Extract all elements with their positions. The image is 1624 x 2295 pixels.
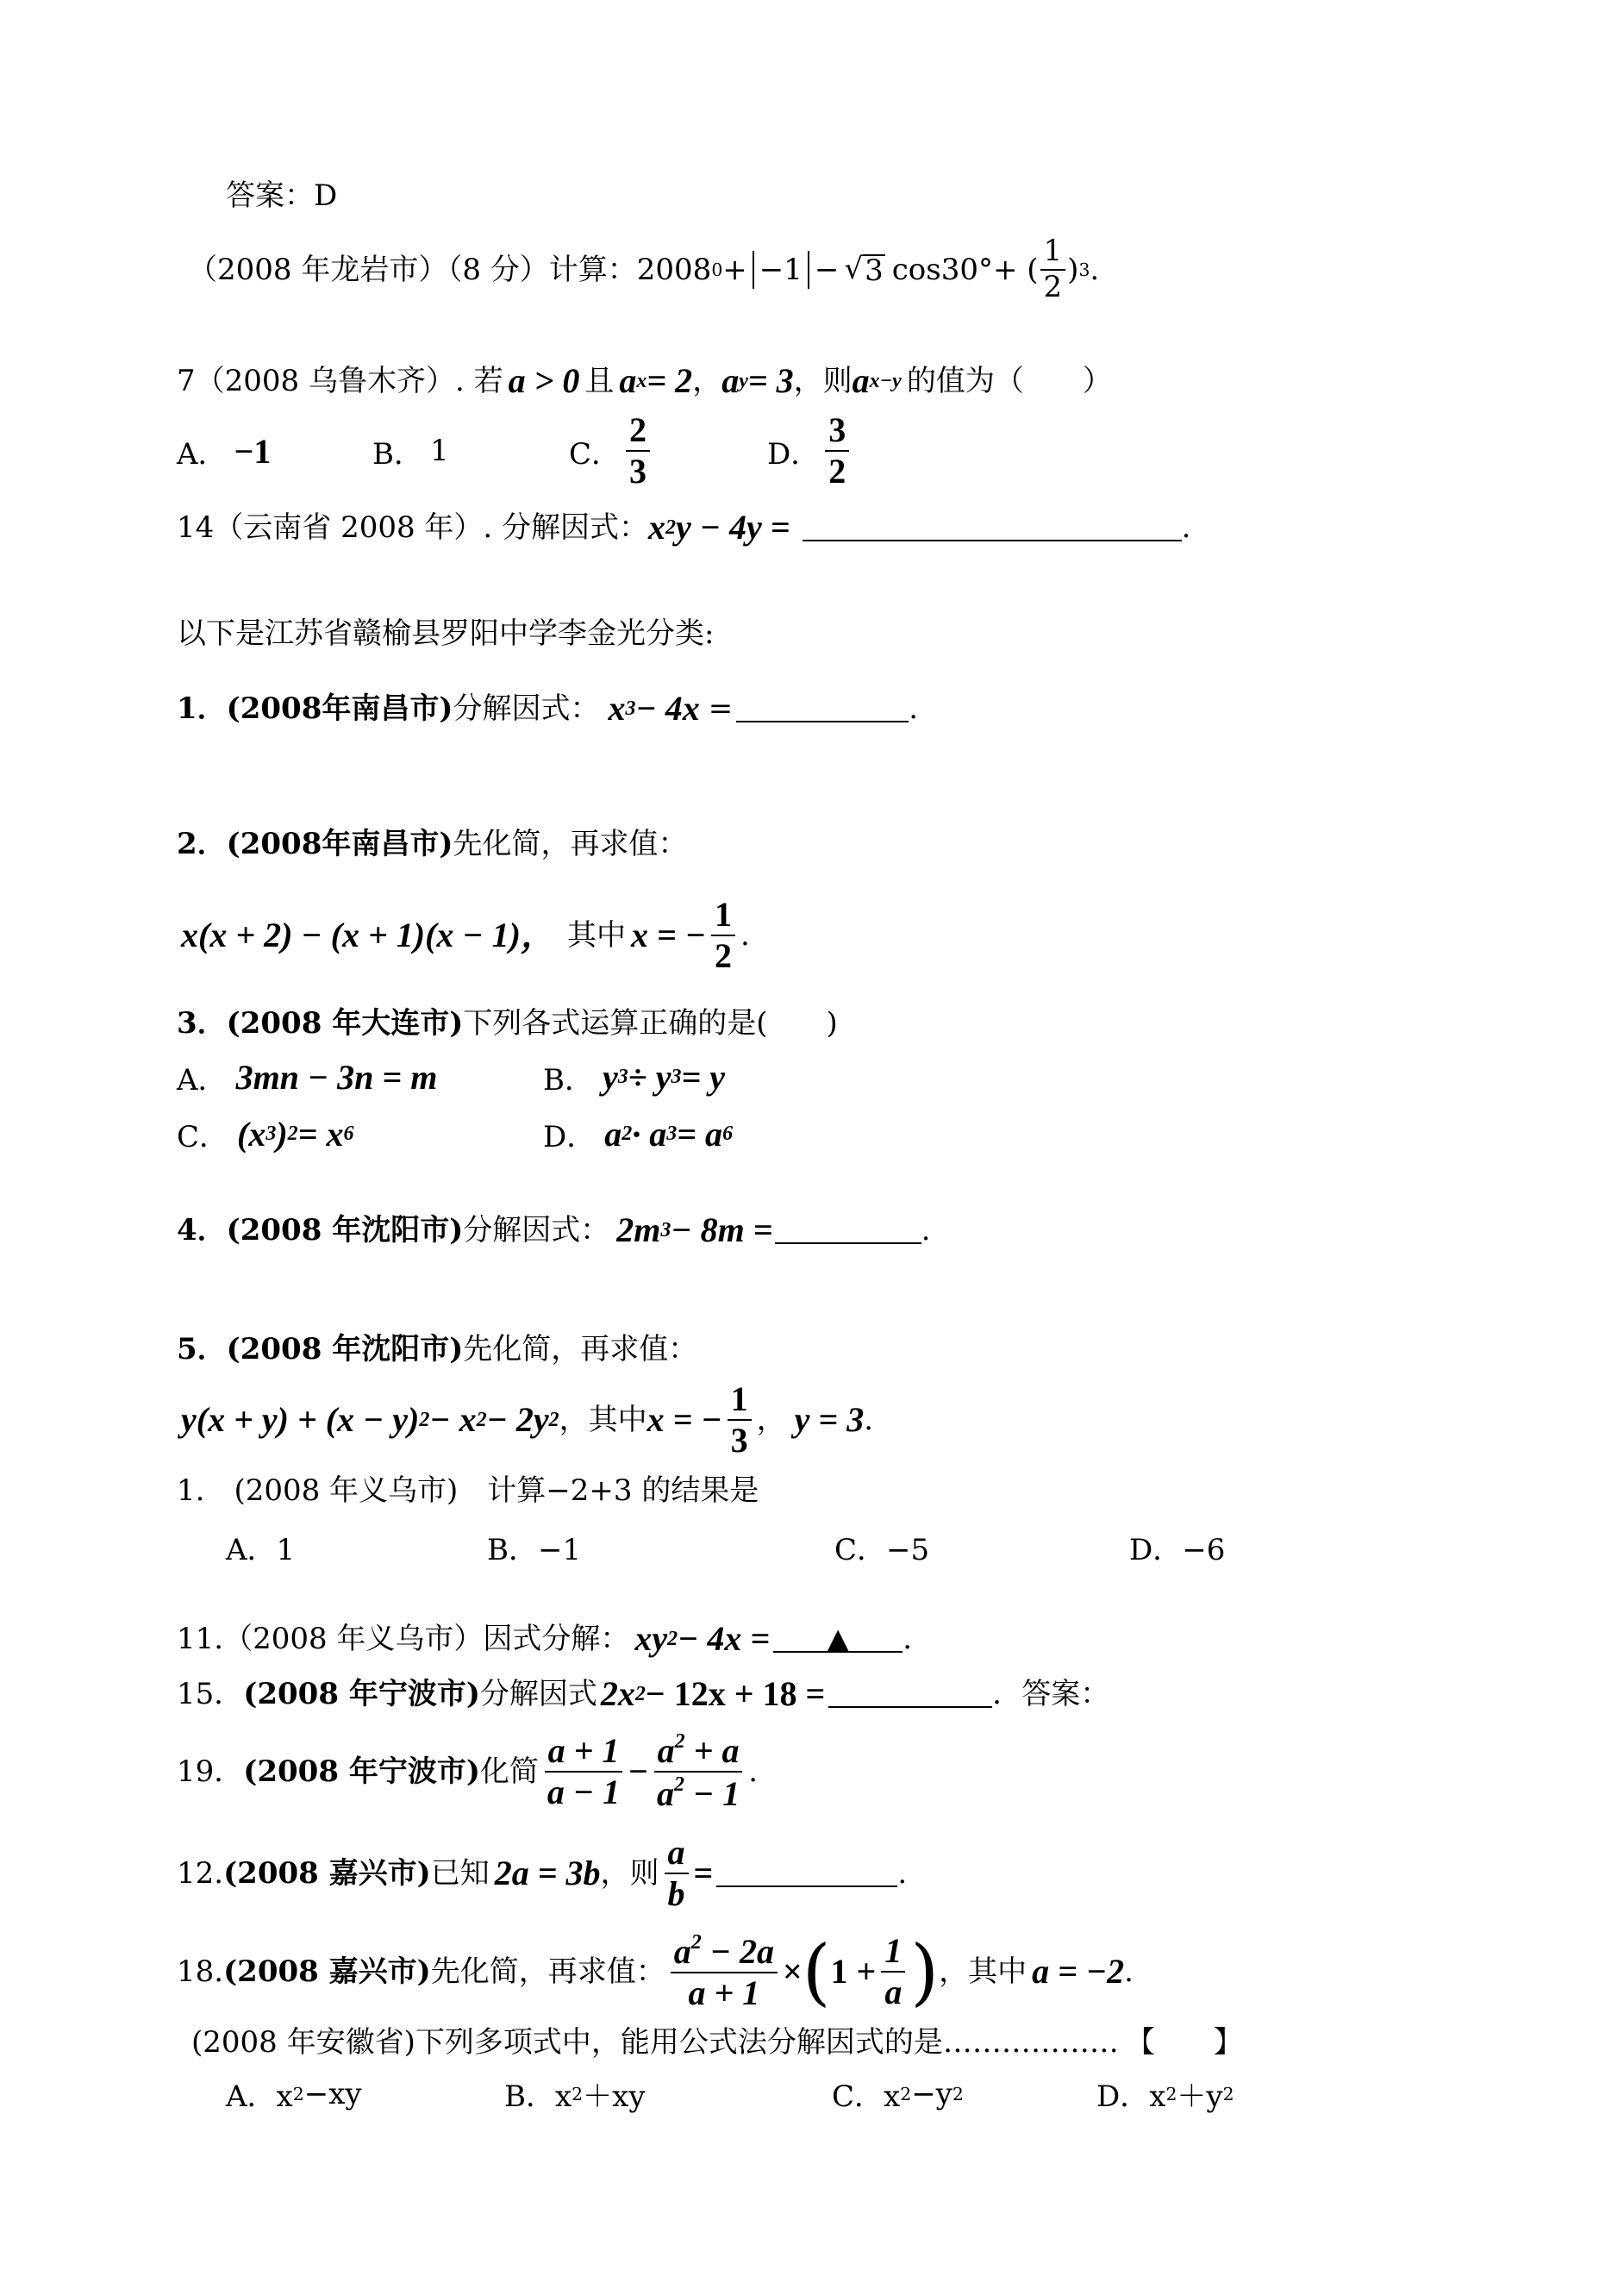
ningbo19-den2-sup: 2 [673,1773,684,1796]
q7-cond2: a [619,361,637,400]
ningbo15-expr: 2x [600,1674,635,1713]
p3-d-sup1: 2 [621,1122,633,1145]
ningbo19-den1: a − 1 [547,1773,621,1811]
p2-frac-den: 2 [715,936,733,975]
longyan-end: . [1090,253,1100,287]
p3-a-val: 3mn − 3n = m [235,1057,438,1097]
longyan-minus: − [814,253,840,287]
yiwu1-option-c [834,1526,929,1568]
jiaxing12-label: (2008 嘉兴市) [223,1856,431,1891]
p2-expr: x(x + 2) − (x + 1)(x − 1)， [181,916,555,954]
p1-label: 1．(2008年南昌市) [177,691,453,726]
q7-sep: ， [692,364,722,398]
sqrt-icon: √ 3 [844,252,884,288]
p5-frac-den: 3 [730,1421,748,1460]
anhui-a-rest: −xy [303,2076,362,2111]
q14-answer-blank [803,514,1182,541]
anhui-a: A．x [226,2079,293,2114]
p1-expr-sup: 3 [625,697,636,720]
p3-d-label: D． [543,1119,597,1154]
p3-d-val: a [604,1114,622,1154]
p5-end: . [864,1403,874,1437]
answer-text: 答案：D [226,178,338,213]
ningbo19-den2-base: a [656,1773,674,1813]
p3-d-mid: · a [632,1114,667,1154]
longyan-sqrt-radicand: 3 [865,253,884,288]
q7-suffix: 的值为（ ） [906,364,1112,398]
p3-b-op: ÷ y [628,1057,671,1097]
p3-b-sup2: 3 [671,1065,682,1088]
jiaxing18-text: 先化简，再求值： [430,1954,665,1989]
p4-text: 分解因式： [463,1213,610,1248]
jiaxing18-num [671,1932,778,1973]
q7-expr: a [852,361,870,400]
problem-2-stem [177,829,687,859]
p3-option-a [177,1055,437,1098]
ningbo15-expr-sup: 2 [634,1683,646,1705]
q7-option-d [767,403,854,498]
anhui-option-b [504,2073,646,2115]
p1-end: . [909,691,919,726]
jiaxing12-end: . [897,1856,908,1891]
ningbo19-frac1 [544,1733,623,1810]
yiwu11-expr: xy [634,1619,668,1658]
p4-end: . [921,1213,931,1248]
left-paren-icon: ( [802,1929,831,2014]
jiaxing12-eq: = [693,1854,714,1892]
anhui-dots: ……………… [942,2025,1119,2060]
p3-c-mid: ) [276,1114,288,1154]
jiaxing12-prefix: 12. [177,1856,224,1891]
yiwu1-c: C．−5 [834,1533,930,1567]
jiaxing12-num: a [665,1835,689,1874]
anhui-d-rest: ＋y [1177,2079,1223,2114]
p1-eq: = [708,691,734,726]
anhui-d: D．x [1096,2079,1166,2114]
q7-option-a [177,412,271,490]
ningbo19-num2-base: a [657,1731,675,1770]
p5-mid: − x [429,1400,477,1439]
q7-opt-b-label: B． [372,436,423,472]
q7-expr-sup: x−y [869,370,902,392]
q7-opt-c-label: C． [569,436,621,472]
longyan-frac-num: 1 [1040,236,1066,271]
jiaxing18-prefix: 18. [177,1954,224,1989]
jiaxing18-where: ，其中 [939,1954,1027,1989]
p3-option-d [543,1112,733,1155]
anhui-b: B．x [504,2079,572,2114]
q7-cond2-sup: x [636,370,647,392]
q7-cond3-val: = 3 [747,361,794,400]
q7-cond1: a > 0 [508,361,580,400]
longyan-cos: cos30°+ ( [891,253,1039,287]
p3-c-sup2: 2 [287,1122,298,1145]
p4-expr: 2m [616,1210,661,1249]
ningbo-15 [177,1673,1109,1716]
jiaxing18-num-base: a [673,1931,691,1971]
p1-expr-rest: − 4x [635,689,700,728]
problem-1 [177,688,918,729]
problem-5-expr [181,1373,873,1467]
p2-end: . [740,918,750,953]
p5-var: x = − [646,1400,722,1439]
ningbo19-end: . [748,1754,759,1789]
p5-label: 5．(2008 年沈阳市) [177,1332,464,1366]
ningbo19-den2 [653,1773,743,1812]
p3-b-base: y [603,1057,618,1097]
q14 [177,507,1190,548]
ningbo19-frac2 [653,1731,743,1812]
p5-var2: y = 3 [794,1400,865,1439]
longyan-close-paren: ) [1067,253,1079,287]
problem-5-stem [177,1332,698,1366]
p5-frac-num: 1 [728,1381,752,1421]
q14-expr-rest: y − 4y = [676,508,790,547]
q7-opt-a-label: A． [177,436,228,472]
yiwu11-expr-rest: − 4x = [678,1619,771,1658]
p4-expr-rest: − 8m = [671,1210,773,1249]
q7-mid2: ，则 [793,364,853,398]
p1-text: 分解因式： [453,691,600,726]
jiaxing12-text: 已知 [430,1856,490,1891]
jiaxing-12 [177,1826,907,1921]
longyan-zero-exp: 0 [711,259,723,280]
ningbo19-prefix: 19． [177,1754,244,1789]
p3-b-rest: = y [681,1057,726,1097]
ningbo15-answer-blank [828,1680,992,1708]
anhui-b-sup: 2 [572,2083,584,2104]
p5-where: ，其中 [559,1403,647,1437]
q7-opt-b-val: 1 [430,434,449,468]
ningbo19-num2-rest: + a [684,1731,740,1770]
anhui-c-sup2: 2 [952,2083,964,2104]
jiaxing18-var: a = −2 [1032,1952,1125,1991]
jiaxing18-den: a + 1 [688,1973,760,2012]
problem-2-expr [181,888,750,983]
p3-c-sup1: 3 [265,1122,277,1145]
anhui-c-sup: 2 [900,2083,912,2104]
p3-c-sup3: 6 [343,1122,354,1145]
anhui-option-d [1096,2073,1234,2115]
q14-expr-sup: 2 [665,516,677,539]
anhui-option-a [226,2073,362,2115]
p3-text: 下列各式运算正确的是( ) [463,1006,838,1041]
section-heading [177,616,715,651]
p4-answer-blank [775,1216,921,1244]
q7-option-b [372,412,449,490]
p5-frac [728,1381,752,1459]
anhui-c: C．x [832,2079,901,2114]
jiaxing18-num-sup: 2 [690,1931,702,1954]
ningbo15-end: ．答案： [992,1677,1110,1711]
p3-c-rest: = x [297,1114,344,1154]
jiaxing18-num-rest: − 2a [701,1931,774,1971]
p3-d-sup2: 3 [666,1122,678,1145]
p3-d-rest: = a [677,1114,723,1154]
p3-a-label: A． [177,1062,228,1097]
yiwu11-prefix: 11.（2008 年义乌市）因式分解： [177,1622,630,1656]
p2-frac-num: 1 [711,897,735,936]
jiaxing18-end: . [1124,1954,1134,1989]
p5-sup3: 2 [548,1409,559,1431]
q7-opt-c-frac [626,412,650,490]
p5-text: 先化简，再求值： [463,1332,698,1366]
yiwu1-b: B．−1 [487,1533,582,1567]
yiwu1-option-b [487,1526,581,1568]
problem-4 [177,1209,930,1252]
longyan-problem [188,231,1099,309]
ningbo19-den2-rest: − 1 [684,1773,740,1813]
p4-label: 4．(2008 年沈阳市) [177,1213,464,1248]
q14-prefix: 14（云南省 2008 年）. 分解因式： [177,510,649,545]
longyan-prefix: （2008 年龙岩市）（8 分）计算：2008 [188,253,712,287]
ningbo-19 [177,1724,758,1819]
anhui-a-sup: 2 [292,2083,304,2104]
jiaxing18-label: (2008 嘉兴市) [223,1954,431,1989]
yiwu1-d: D．−6 [1129,1533,1226,1567]
anhui-bracket: 【 】 [1125,2025,1243,2060]
jiaxing12-mid: ，则 [600,1856,659,1891]
p3-option-c [177,1112,353,1155]
jiaxing12-frac [665,1835,689,1912]
q7-cond3-sup: y [739,370,748,392]
q7-opt-c-num: 2 [626,412,650,452]
p3-b-sup: 3 [617,1065,628,1088]
jiaxing18-times: × [782,1952,803,1991]
ningbo19-num1: a + 1 [545,1733,623,1773]
longyan-fraction [1040,236,1066,303]
p3-option-b [543,1055,725,1098]
p2-text: 先化简，再求值： [453,827,688,861]
q7-prefix: 7（2008 乌鲁木齐）. 若 [177,364,503,398]
jiaxing18-inner-num: 1 [881,1933,905,1973]
q7-stem [177,360,1112,402]
yiwu11-end: . [903,1622,913,1656]
jiaxing12-answer-blank [716,1860,897,1887]
problem-3-stem [177,1006,838,1041]
q7-option-c [569,403,655,498]
longyan-abs [753,251,809,289]
jiaxing-18 [177,1921,1134,2023]
anhui-c-rest: −y [911,2076,953,2111]
answer-line [226,178,338,213]
p2-label: 2．(2008年南昌市) [177,827,453,861]
ningbo15-expr-rest: − 12x + 18 = [645,1674,826,1713]
p5-sep: ， [756,1403,786,1437]
jiaxing18-inner-den: a [884,1973,903,2011]
triangle-icon: ▲ [773,1625,903,1653]
ningbo19-text: 化简 [479,1754,539,1789]
longyan-abs-inner: −1 [759,253,803,287]
q7-opt-c-den: 3 [629,452,647,491]
yiwu1-option-a [226,1526,295,1568]
p3-c-label: C． [177,1119,229,1154]
q7-cond3: a [721,361,740,400]
longyan-plus: + [722,253,747,287]
p1-answer-blank [736,695,909,722]
p2-frac [711,897,735,974]
p1-expr: x [608,689,626,728]
yiwu11-expr-sup: 2 [667,1628,678,1650]
longyan-frac-den: 2 [1043,270,1063,304]
jiaxing12-expr: 2a = 3b [494,1854,601,1892]
p3-c-val: (x [237,1114,266,1154]
p5-sup1: 2 [419,1409,430,1431]
ningbo15-label: (2008 年宁波市) [243,1677,480,1711]
q7-opt-d-frac [825,412,849,490]
yiwu1-option-d [1129,1526,1225,1568]
anhui-option-c [832,2073,964,2115]
ningbo15-prefix: 15． [177,1677,244,1711]
section-heading-text: 以下是江苏省赣榆县罗阳中学李金光分类: [177,616,715,651]
q7-opt-d-den: 2 [828,452,846,491]
p4-expr-sup: 3 [660,1219,671,1241]
anhui-stem [191,2025,1243,2060]
p5-rest: − 2y [486,1400,549,1439]
anhui-d-sup2: 2 [1222,2083,1234,2104]
q14-expr: x [648,508,666,547]
longyan-cube-exp: 3 [1078,259,1090,280]
p5-expr: y(x + y) + (x − y) [181,1400,420,1439]
q7-mid1: 且 [584,364,615,398]
q7-opt-d-num: 3 [825,412,849,452]
yiwu-11 [177,1617,912,1660]
anhui-d-sup: 2 [1165,2083,1177,2104]
yiwu1-text: 1. (2008 年义乌市) 计算−2+3 的结果是 [177,1473,759,1508]
jiaxing18-inner-frac [881,1933,905,2010]
ningbo19-num2 [654,1731,743,1773]
p3-d-sup3: 6 [722,1122,734,1145]
jiaxing18-inner-one: 1 + [830,1952,877,1991]
jiaxing12-den: b [667,1874,685,1913]
p3-label: 3．(2008 年大连市) [177,1006,464,1041]
ningbo19-op: − [628,1752,648,1791]
ningbo15-text: 分解因式 [479,1677,597,1711]
p5-sup2: 2 [476,1409,487,1431]
yiwu1-a: A．1 [226,1533,296,1567]
q7-cond2-val: = 2 [646,361,693,400]
q7-opt-d-label: D． [767,436,821,472]
p2-where: 其中 [566,918,626,953]
yiwu-1-stem [177,1473,759,1508]
q14-end: . [1181,510,1191,545]
anhui-b-rest: ＋xy [583,2079,646,2114]
p3-b-label: B． [543,1062,594,1097]
right-paren-icon: ) [910,1929,940,2014]
jiaxing18-frac [671,1932,778,2011]
ningbo19-num2-sup: 2 [674,1730,685,1754]
q7-opt-a-val: −1 [234,431,272,471]
p2-var: x = − [630,916,707,954]
anhui-text: (2008 年安徽省)下列多项式中，能用公式法分解因式的是 [191,2025,943,2060]
ningbo19-label: (2008 年宁波市) [243,1754,480,1789]
